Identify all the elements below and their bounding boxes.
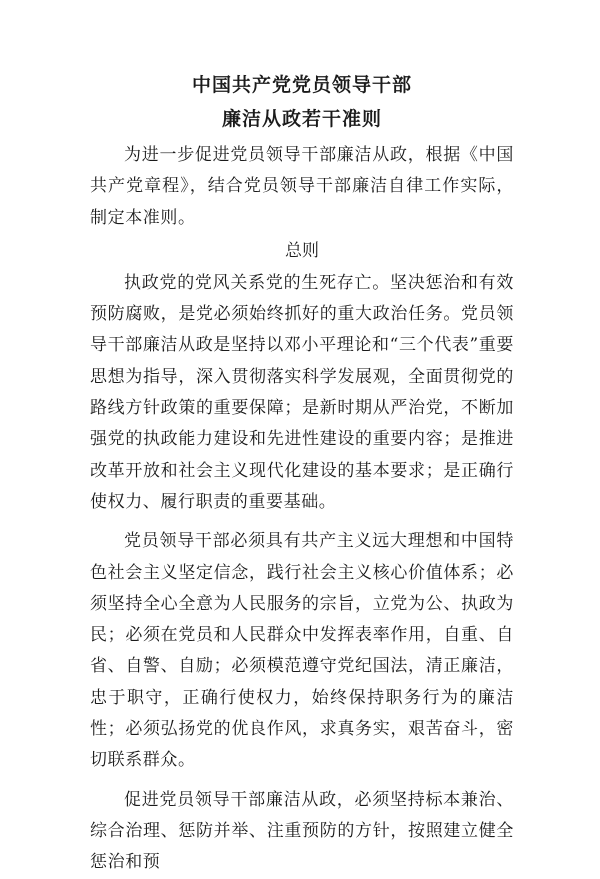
title-line-2: 廉洁从政若干准则 [221,108,382,130]
body-paragraph-1: 执政党的党风关系党的生死存亡。坚决惩治和有效预防腐败，是党必须始终抓好的重大政治任务。党员领导干部廉洁从政是坚持以邓小平理论和“三个代表”重要思想为指导，深入贯彻落实科学发展观，全面贯彻党的路线方针政策的重要保障；是新时期从严治党，不断加强党的执政能力建设和先进性建设的重要内容；是推进改革开放和社会主义现代化建设的基本要求；是正确行使权力、履行职责的重要基础。 [90,272,514,512]
document-title [90,68,514,136]
intro-paragraph: 为进一步促进党员领导干部廉洁从政，根据《中国共产党章程》，结合党员领导干部廉洁自律工作实际，制定本准则。 [90,145,514,228]
body-paragraph-3: 促进党员领导干部廉洁从政，必须坚持标本兼治、综合治理、惩防并举、注重预防的方针，按照建立健全惩治和预 [90,789,514,873]
section-heading-general: 总则 [285,240,319,261]
document-page [90,68,514,879]
title-line-1: 中国共产党党员领导干部 [191,74,412,96]
body-paragraph-2: 党员领导干部必须具有共产主义远大理想和中国特色社会主义坚定信念，践行社会主义核心价值体系；必须坚持全心全意为人民服务的宗旨，立党为公、执政为民；必须在党员和人民群众中发挥表率作用，自重、自省、自警、自励；必须模范遵守党纪国法，清正廉洁，忠于职守，正确行使权力，始终保持职务行为的廉洁性；必须弘扬党的优良作风，求真务实，艰苦奋斗，密切联系群众。 [90,531,514,771]
